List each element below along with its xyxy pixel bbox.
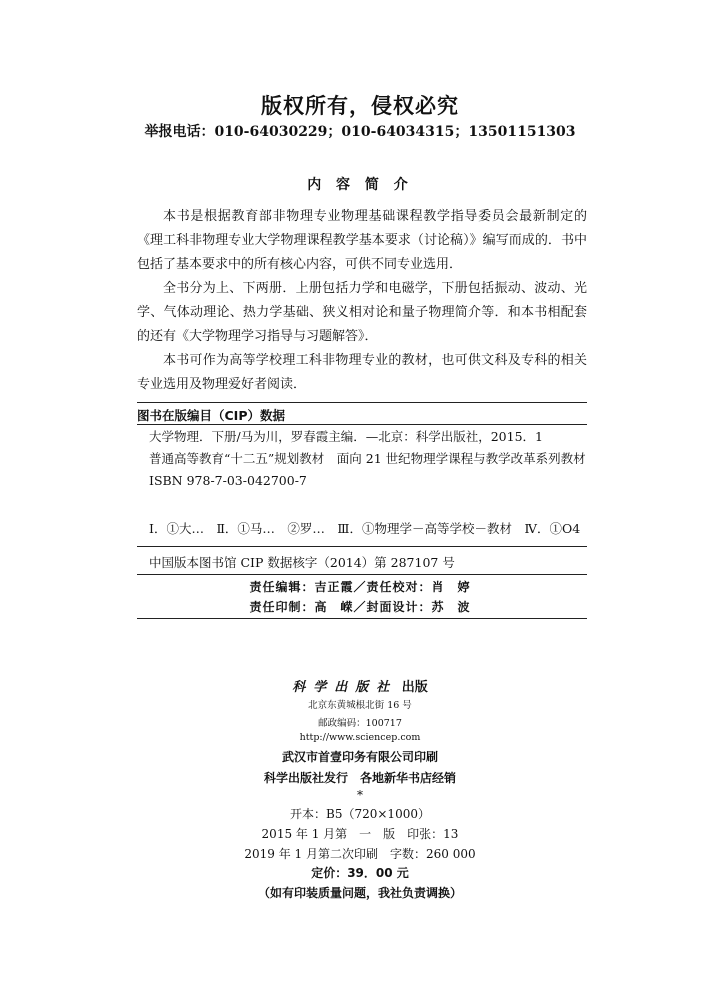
separator-star: * — [357, 788, 363, 802]
intro-paragraph: 全书分为上、下两册．上册包括力学和电磁学，下册包括振动、波动、光学、气体动理论、热力学基础、狭义相对论和量子物理简介等．和本书相配套的还有《大学物理学习指导与习题解答》． — [137, 281, 587, 344]
price-line: 定价：39．00 元 — [311, 866, 409, 880]
divider — [137, 618, 587, 619]
quality-notice: （如有印装质量问题，我社负责调换） — [257, 886, 462, 900]
report-hotline: 举报电话：010-64030229；010-64034315；13501151303 — [144, 124, 576, 140]
publisher-line — [0, 676, 720, 695]
publisher-logo-text: 科学出版社 — [292, 680, 398, 695]
publisher-suffix: 出版 — [401, 680, 428, 695]
intro-title: 内 容 简 介 — [307, 177, 413, 193]
divider — [137, 574, 587, 575]
copyright-notice: 版权所有，侵权必究 — [261, 94, 459, 118]
intro-text — [137, 205, 587, 397]
publisher-website: http://www.sciencep.com — [299, 732, 421, 743]
printing-line: 2019 年 1 月第二次印刷 字数：260 000 — [244, 847, 476, 861]
printer-line: 武汉市首壹印务有限公司印刷 — [281, 750, 438, 764]
edition-line: 2015 年 1 月第 一 版 印张：13 — [261, 827, 459, 841]
divider — [137, 546, 587, 547]
cip-record — [137, 426, 587, 492]
cip-subject-line: Ⅰ．①大… Ⅱ．①马… ②罗… Ⅲ．①物理学－高等学校－教材 Ⅳ．①O4 — [149, 521, 581, 536]
intro-paragraph: 本书可作为高等学校理工科非物理专业的教材，也可供文科及专科的相关专业选用及物理爱好者阅读． — [137, 353, 587, 392]
cip-title-line: 大学物理．下册/马为川，罗春霞主编．—北京：科学出版社，2015．1 — [149, 429, 543, 444]
cip-heading: 图书在版编目（CIP）数据 — [137, 408, 285, 423]
cip-number-line: 中国版本图书馆 CIP 数据核字（2014）第 287107 号 — [149, 555, 455, 570]
intro-paragraph: 本书是根据教育部非物理专业物理基础课程教学指导委员会最新制定的《理工科非物理专业大学物理课程教学基本要求（讨论稿）》编写而成的．书中包括了基本要求中的所有核心内容，可供不同专业选用． — [137, 209, 587, 272]
format-line: 开本：B5（720×1000） — [290, 807, 430, 821]
cip-isbn: ISBN 978-7-03-042700-7 — [149, 473, 307, 488]
divider — [137, 402, 587, 403]
cip-series-line: 普通高等教育“十二五”规划教材 面向 21 世纪物理学课程与教学改革系列教材 — [149, 451, 586, 466]
distribution-line: 科学出版社发行 各地新华书店经销 — [263, 771, 456, 785]
printing-credits: 责任印制：高 嵘／封面设计：苏 波 — [249, 600, 471, 614]
divider — [137, 424, 587, 425]
publisher-postcode: 邮政编码：100717 — [318, 718, 402, 729]
editor-credits: 责任编辑：吉正霞／责任校对：肖 婷 — [249, 580, 471, 594]
publisher-address: 北京东黄城根北街 16 号 — [308, 700, 412, 711]
